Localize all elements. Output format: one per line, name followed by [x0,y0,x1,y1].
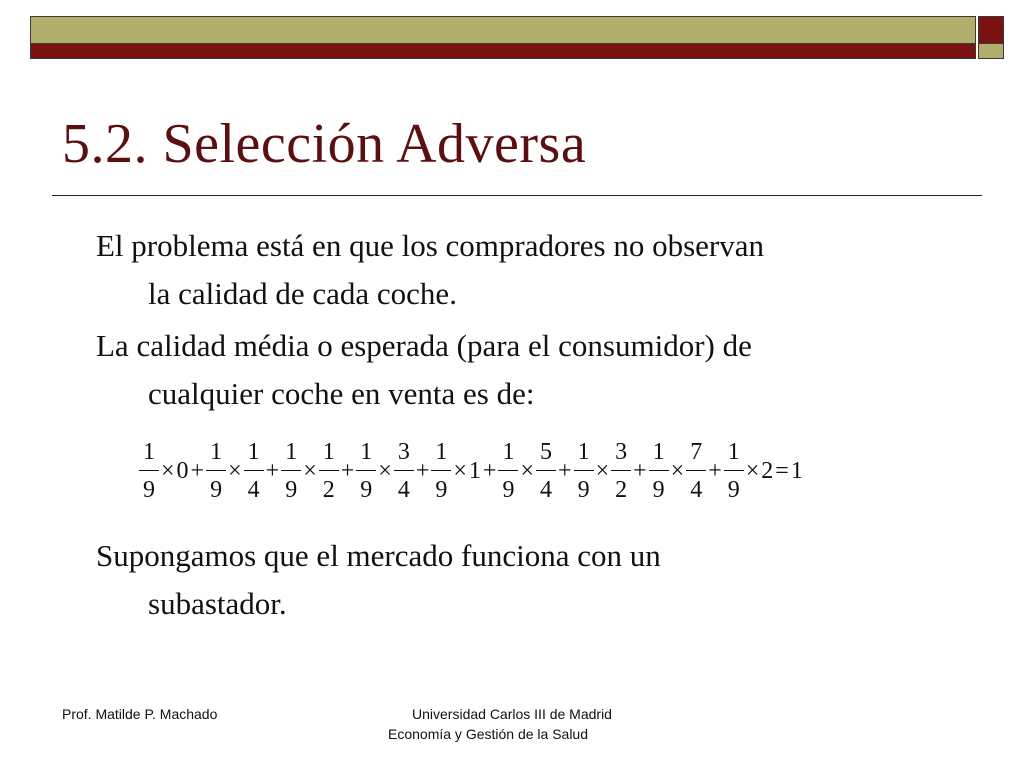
footer-university: Universidad Carlos III de Madrid [412,706,612,722]
title-underline [52,195,982,196]
footer-author: Prof. Matilde P. Machado [62,706,218,722]
equation-quality-fraction-numerator: 3 [611,440,631,471]
equation-probability-fraction [139,440,159,502]
equation-times-sign: × [453,457,467,484]
equation-quality-fraction-denominator: 2 [615,477,628,503]
equation-times-sign: × [670,457,685,484]
equation-quality-fraction-numerator: 5 [536,440,556,471]
equation-quality-fraction-denominator: 4 [540,477,553,503]
equation-quality-value: 0 [176,457,189,484]
equation-probability-fraction-numerator: 1 [206,440,226,471]
equation-times-sign: × [745,457,760,484]
equation-quality-value: 2 [761,457,774,484]
equation-probability-fraction-numerator: 1 [724,440,744,471]
corner-maroon-square [979,17,1003,43]
header-maroon-stripe [31,43,975,58]
equation-probability-fraction [206,440,226,502]
equation-probability-fraction-numerator: 1 [431,440,451,471]
equation-probability-fraction-numerator: 1 [649,440,669,471]
equation-probability-fraction-denominator: 9 [577,477,590,503]
equation-times-sign: × [161,457,175,484]
equation-quality-fraction [319,440,339,502]
equation-probability-fraction-numerator: 1 [356,440,376,471]
equation-quality-fraction-denominator: 2 [322,477,335,503]
equation-equals-sign: = [775,457,789,484]
equation-plus-sign: + [190,457,205,484]
equation-quality-fraction [394,440,414,502]
paragraph-3-line-2: subastador. [148,586,287,621]
equation-plus-sign: + [633,457,647,484]
equation-plus-sign: + [265,457,280,484]
equation-quality-fraction-denominator: 4 [397,477,410,503]
equation-probability-fraction [431,440,451,502]
equation-probability-fraction [649,440,669,502]
corner-olive-square [979,43,1003,58]
equation-probability-fraction-denominator: 9 [143,477,155,503]
equation-quality-fraction-numerator: 7 [686,440,706,471]
paragraph-1-line-1: El problema está en que los compradores no observan [96,228,765,263]
equation-probability-fraction [281,440,301,502]
equation-plus-sign: + [482,457,497,484]
equation-probability-fraction-denominator: 9 [435,477,448,503]
equation-times-sign: × [520,457,535,484]
equation-probability-fraction-denominator: 9 [210,477,223,503]
equation-probability-fraction [724,440,744,502]
equation-times-sign: × [378,457,392,484]
equation-quality-fraction [611,440,631,502]
paragraph-2-line-1: La calidad média o esperada (para el consumidor) de [96,328,752,363]
equation-probability-fraction-denominator: 9 [360,477,373,503]
footer-course: Economía y Gestión de la Salud [388,726,589,742]
paragraph-1-line-2: la calidad de cada coche. [148,276,457,311]
equation-probability-fraction-denominator: 9 [727,477,740,503]
slide-title: 5.2. Selección Adversa [62,113,587,175]
header-decoration-bar [30,16,976,59]
equation-probability-fraction-denominator: 9 [652,477,665,503]
equation-quality-fraction [686,440,706,502]
equation-probability-fraction-numerator: 1 [498,440,518,471]
equation-quality-fraction-denominator: 4 [690,477,703,503]
equation-probability-fraction-numerator: 1 [574,440,594,471]
equation-quality-value: 1 [468,457,481,484]
equation-quality-fraction [536,440,556,502]
paragraph-3-line-1: Supongamos que el mercado funciona con un [96,538,661,573]
equation-quality-fraction-numerator: 3 [394,440,414,471]
equation-quality-fraction-denominator: 4 [247,477,260,503]
equation-probability-fraction-denominator: 9 [502,477,515,503]
equation-quality-fraction-numerator: 1 [319,440,339,471]
equation-result: 1 [790,457,803,484]
equation-probability-fraction [356,440,376,502]
equation-times-sign: × [595,457,610,484]
equation-plus-sign: + [558,457,572,484]
bullet-paragraph-3 [96,532,956,628]
equation-quality-fraction-numerator: 1 [244,440,264,471]
equation-plus-sign: + [415,457,430,484]
bullet-paragraph-2 [96,322,956,418]
equation-times-sign: × [228,457,242,484]
equation-probability-fraction [574,440,594,502]
bullet-paragraph-1 [96,222,956,318]
equation-probability-fraction [498,440,518,502]
equation-times-sign: × [303,457,317,484]
header-olive-stripe [31,17,975,43]
equation-quality-fraction [244,440,264,502]
equation-probability-fraction-numerator: 1 [281,440,301,471]
header-corner-block [978,16,1004,59]
equation-plus-sign: + [340,457,355,484]
paragraph-2-line-2: cualquier coche en venta es de: [148,376,535,411]
expected-quality-equation [138,436,804,506]
equation-plus-sign: + [708,457,722,484]
equation-probability-fraction-numerator: 1 [139,440,159,471]
equation-probability-fraction-denominator: 9 [285,477,298,503]
